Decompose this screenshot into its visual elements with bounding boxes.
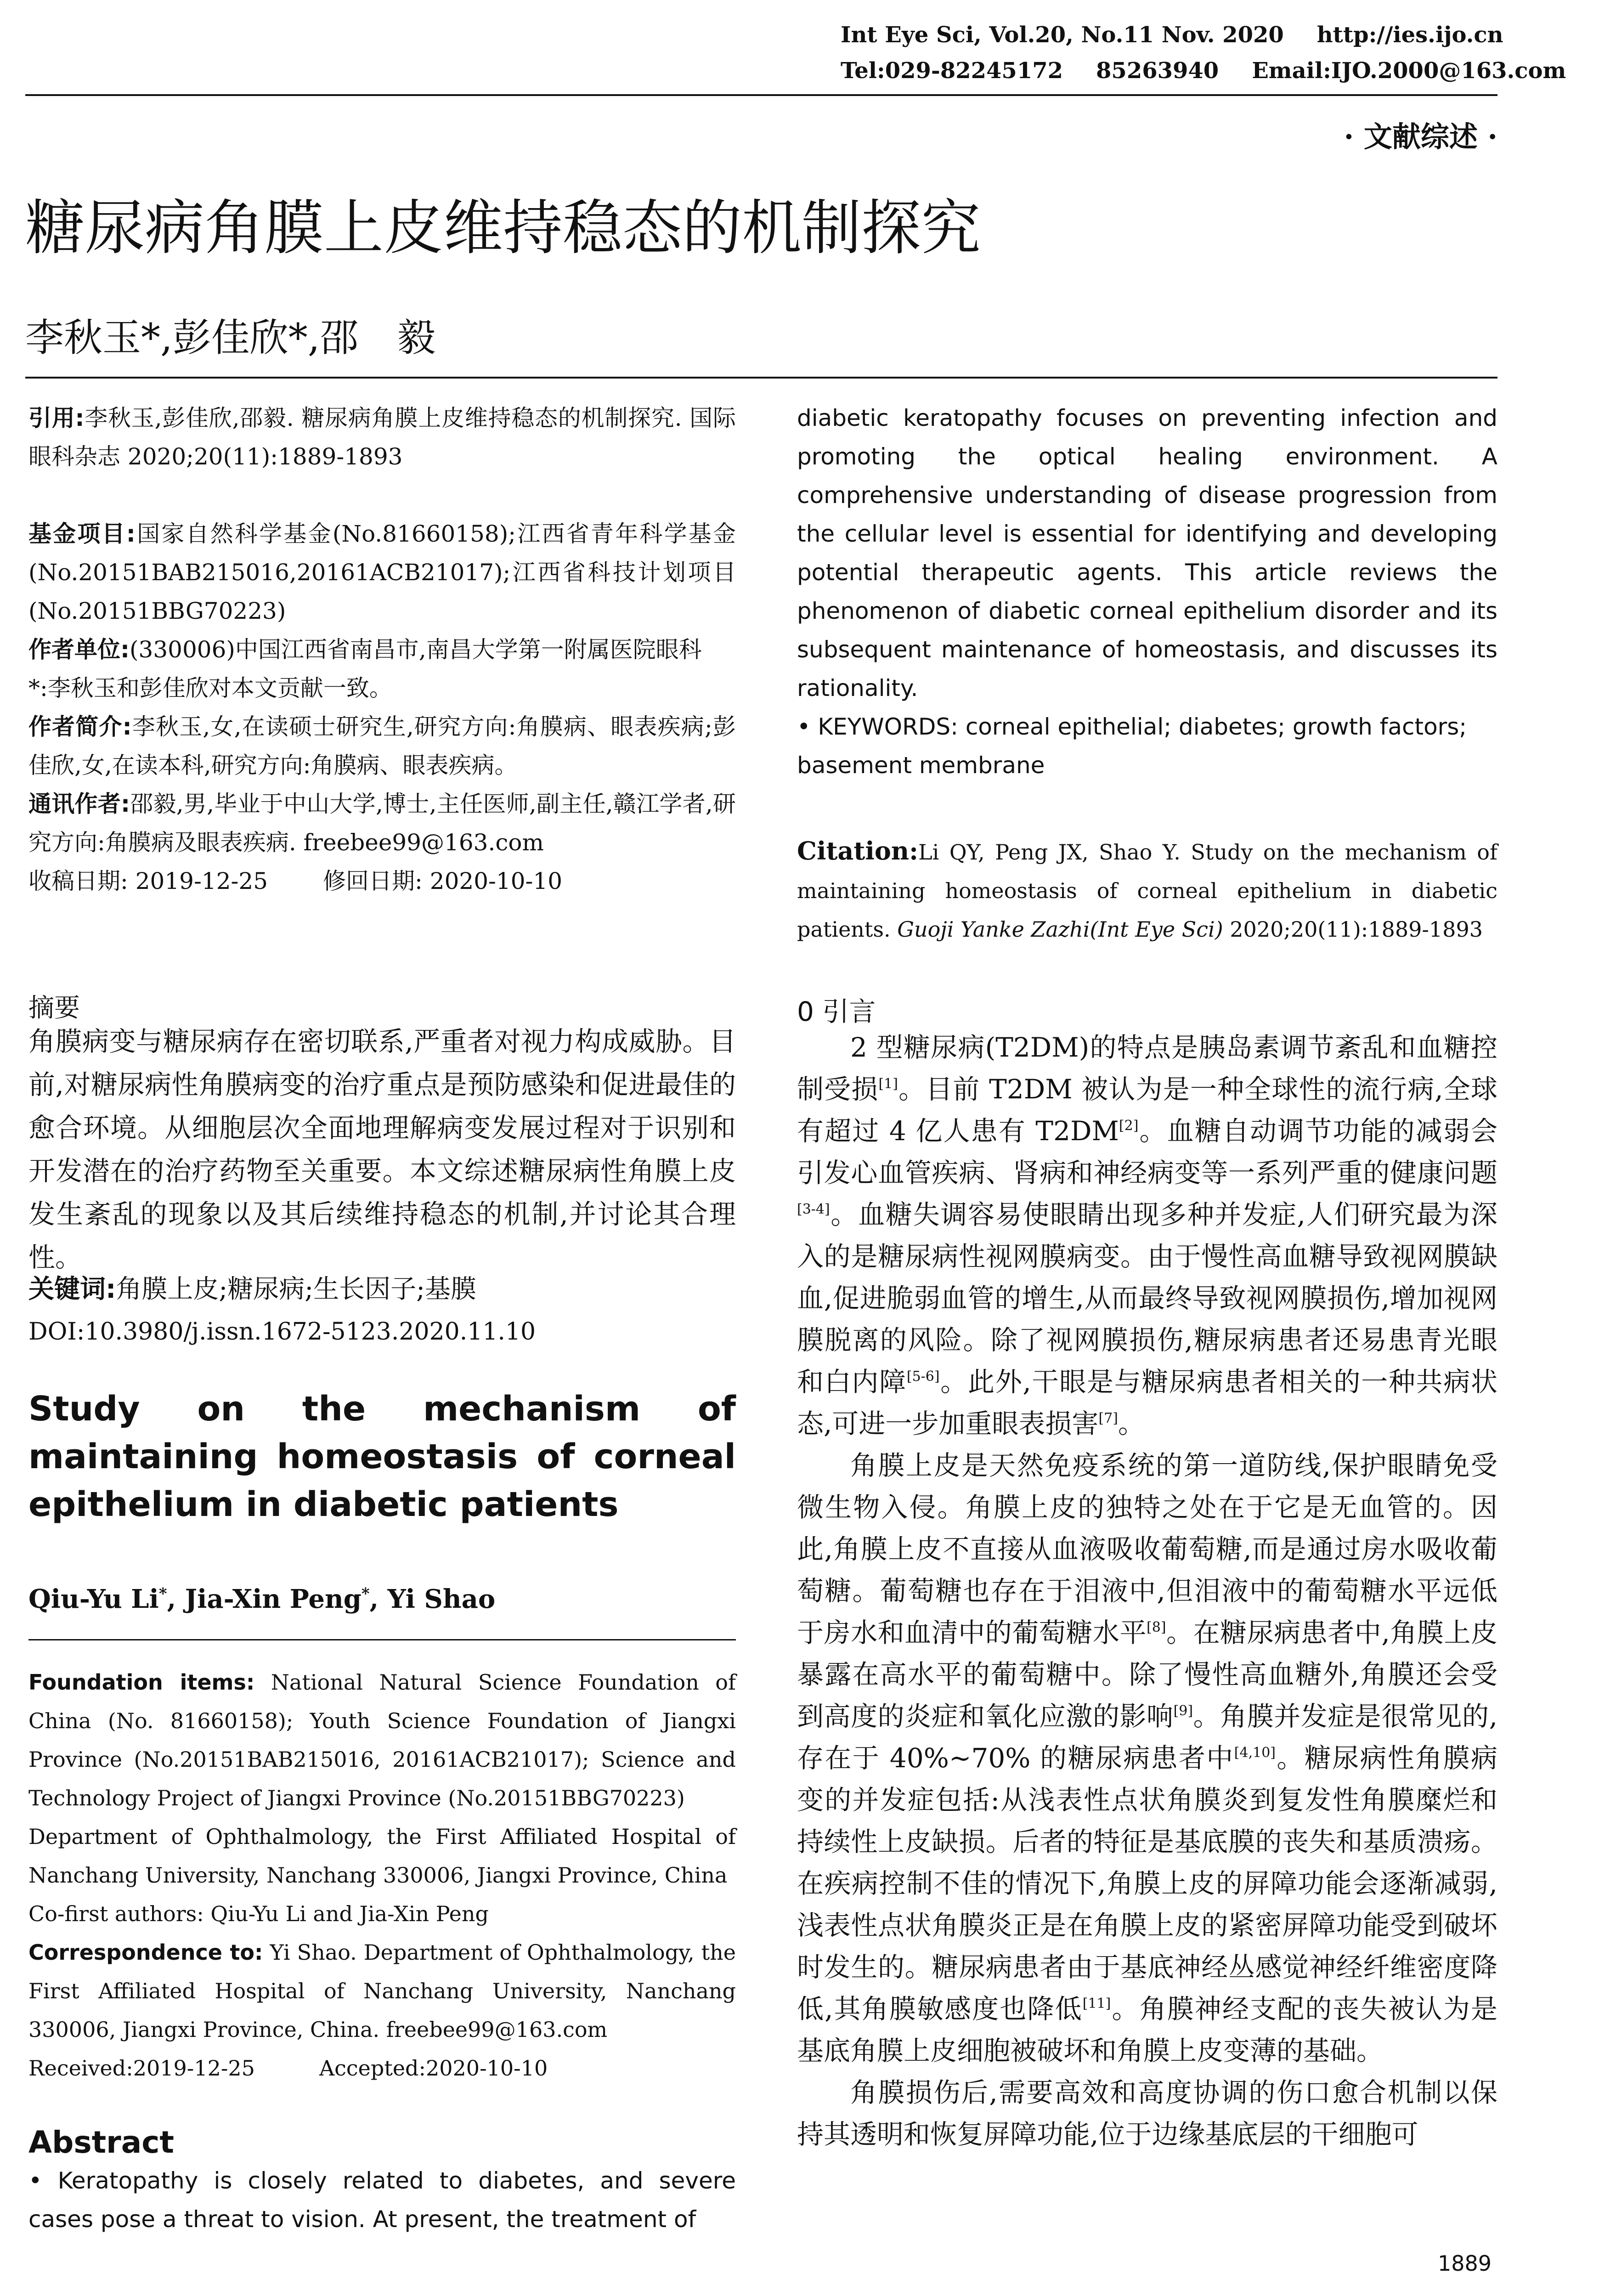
intro-p2-text-8: 。角膜神经支配的丧失被认为是基底角膜上皮细胞被破坏和角膜上皮变薄的基础。 [797, 1993, 1497, 2066]
citation-en-text: Li QY, Peng JX, Shao Y. Study on the mechanism of maintaining homeostasis of corneal epithelium in diabetic patients. [797, 840, 1497, 942]
page-title: 糖尿病角膜上皮维持稳态的机制探究 [25, 193, 981, 263]
journal-url: http://ies.ijo.cn [1316, 22, 1503, 48]
english-abstract-p2: diabetic keratopathy focuses on preventing infection and promoting the optical healing environment. A comprehensive understanding of disease progression from the cellular level is essential for identifying and developing potential therapeutic agents. This article reviews the phenomenon of diabetic corneal epithelium disorder and its subsequent maintenance of homeostasis, and discusses its rationality. [797, 405, 1497, 701]
intro-p1-text-0: 2 型糖尿病(T2DM)的特点是胰岛素调节紊乱和血糖控制受损 [797, 1032, 1497, 1105]
english-author-2: Jia-Xin Peng [185, 1584, 362, 1614]
received-cn: 收稿日期: 2019-12-25 [28, 868, 268, 894]
citation-cn-label: 引用: [28, 405, 85, 431]
ref-11: [11] [1082, 1996, 1111, 2012]
intro-p1-text-6: 。血糖失调容易使眼睛出现多种并发症,人们研究最为深入的是糖尿病性视网膜病变。由于慢性高血糖导致视网膜缺血,促进脆弱血管的增生,从而最终导致视网膜损伤,增加视网膜脱离的风险。除了视网膜损伤,糖尿病患者还易患青光眼和白内障 [797, 1199, 1497, 1397]
cofirst-cn: *:李秋玉和彭佳欣对本文贡献一致。 [28, 675, 392, 701]
corr-cn-text: 邵毅,男,毕业于中山大学,博士,主任医师,副主任,赣江学者,研究方向:角膜病及眼表疾病. freebee99@163.com [28, 791, 736, 856]
english-dept: Department of Ophthalmology, the First Affiliated Hospital of Nanchang University, Nanchang 330006, Jiangxi Province, China [28, 1824, 736, 1888]
english-corr-text: Yi Shao. Department of Ophthalmology, the First Affiliated Hospital of Nanchang University, Nanchang 330006, Jiangxi Province, China. freebee99@163.com [28, 1940, 736, 2042]
intro-p1-text-2: 。目前 T2DM 被认为是一种全球性的流行病,全球有超过 4 亿人患有 T2DM [797, 1074, 1497, 1147]
unit-cn [28, 630, 736, 669]
intro-heading: 0 引言 [797, 996, 876, 1027]
unit-cn-label: 作者单位: [28, 636, 130, 663]
citation-cn [28, 399, 736, 476]
intro-paragraph-2 [797, 1445, 1497, 2072]
section-label: · 文献综述 · [1344, 120, 1497, 153]
intro-body [797, 1027, 1497, 2155]
english-author-1: Qiu-Yu Li [28, 1584, 159, 1614]
intro-p1-text-4: 。血糖自动调节功能的减弱会引发心血管疾病、肾病和神经病变等一系列严重的健康问题 [797, 1115, 1497, 1188]
ref-9: [9] [1173, 1703, 1193, 1719]
english-fund-text: National Natural Science Foundation of China (No. 81660158); Youth Science Foundation of Jiangxi Province (No.20151BAB215016, 20161ACB21017); Science and Technology Project of Jiangxi Province (No.20151BBG70223) [28, 1670, 736, 1810]
keywords-cn-text: 角膜上皮;糖尿病;生长因子;基膜 [116, 1274, 477, 1304]
corr-cn-label: 通讯作者: [28, 791, 130, 817]
fund-cn [28, 515, 736, 630]
doi: DOI:10.3980/j.issn.1672-5123.2020.11.10 [28, 1318, 536, 1346]
ref-4-10: [4,10] [1234, 1745, 1276, 1761]
citation-en-journal: Guoji Yanke Zazhi(Int Eye Sci) [897, 917, 1223, 942]
english-dates [28, 2049, 736, 2087]
keywords-cn-label: 关键词: [28, 1274, 116, 1304]
bio-cn-label: 作者简介: [28, 713, 132, 740]
english-corr-label: Correspondence to: [28, 1940, 263, 1965]
english-fund [28, 1663, 736, 1817]
citation-en-label: Citation: [797, 836, 919, 865]
ref-2: [2] [1119, 1118, 1139, 1134]
citation-cn-text: 李秋玉,彭佳欣,邵毅. 糖尿病角膜上皮维持稳态的机制探究. 国际眼科杂志 2020;20(11):1889-1893 [28, 405, 736, 470]
journal-tel: Tel:029-82245172 [841, 58, 1063, 84]
intro-p2-text-4: 。角膜并发症是很常见的,存在于 40%~70% 的糖尿病患者中 [797, 1701, 1497, 1774]
authors-cn: 李秋玉*,彭佳欣*,邵 毅 [25, 315, 436, 360]
journal-tel2: 85263940 [1096, 58, 1219, 84]
intro-p2-text-2: 。在糖尿病患者中,角膜上皮暴露在高水平的葡萄糖中。除了慢性高血糖外,角膜还会受到高度的炎症和氧化应激的影响 [797, 1617, 1497, 1732]
ref-5-6: [5-6] [906, 1369, 940, 1385]
ref-8: [8] [1147, 1619, 1166, 1635]
unit-cn-text: (330006)中国江西省南昌市,南昌大学第一附属医院眼科 [130, 636, 702, 663]
english-keywords: • KEYWORDS: corneal epithelial; diabetes; growth factors; basement membrane [797, 713, 1467, 779]
english-title: Study on the mechanism of maintaining homeostasis of corneal epithelium in diabetic patients [28, 1389, 736, 1524]
english-authors: Qiu-Yu Li*, Jia-Xin Peng*, Yi Shao [28, 1584, 496, 1614]
english-abstract-heading: Abstract [28, 2125, 174, 2160]
fund-cn-label: 基金项目: [28, 520, 136, 547]
bio-cn-text: 李秋玉,女,在读硕士研究生,研究方向:角膜病、眼表疾病;彭佳欣,女,在读本科,研究方向:角膜病、眼表疾病。 [28, 713, 736, 779]
intro-paragraph-3: 角膜损伤后,需要高效和高度协调的伤口愈合机制以保持其透明和恢复屏障功能,位于边缘基底层的干细胞可 [797, 2077, 1497, 2150]
revised-cn: 修回日期: 2020-10-10 [323, 868, 563, 894]
english-received: Received:2019-12-25 [28, 2056, 255, 2081]
ref-3-4: [3-4] [797, 1201, 830, 1217]
english-fund-label: Foundation items: [28, 1670, 255, 1695]
english-cofirst: Co-first authors: Qiu-Yu Li and Jia-Xin Peng [28, 1901, 489, 1926]
intro-p2-text-6: 。糖尿病性角膜病变的并发症包括:从浅表性点状角膜炎到复发性角膜糜烂和持续性上皮缺损。后者的特征是基底膜的丧失和基质溃疡。在疾病控制不佳的情况下,角膜上皮的屏障功能会逐渐减弱,浅表性点状角膜炎正是在角膜上皮的紧密屏障功能受到破坏时发生的。糖尿病患者由于基底神经丛感觉神经纤维密度降低,其角膜敏感度也降低 [797, 1742, 1497, 2025]
english-authors-rule [28, 1639, 736, 1640]
citation-en [797, 831, 1497, 949]
bio-cn [28, 707, 736, 785]
english-meta-block [28, 1663, 736, 2087]
page-number: 1889 [1438, 2251, 1492, 2276]
ref-1: [1] [878, 1076, 898, 1092]
english-corr [28, 1933, 736, 2049]
journal-header-line1 [841, 22, 1503, 48]
citation-en-tail: 2020;20(11):1889-1893 [1230, 917, 1483, 942]
english-abstract-p1: • Keratopathy is closely related to diabetes, and severe cases pose a threat to vision. At present, the treatment of [28, 2167, 736, 2233]
journal-email: Email:IJO.2000@163.com [1252, 58, 1566, 84]
abstract-cn-body: 角膜病变与糖尿病存在密切联系,严重者对视力构成威胁。目前,对糖尿病性角膜病变的治疗重点是预防感染和促进最佳的愈合环境。从细胞层次全面地理解病变发展过程对于识别和开发潜在的治疗药物至关重要。本文综述糖尿病性角膜上皮发生紊乱的现象以及其后续维持稳态的机制,并讨论其合理性。 [28, 1026, 736, 1273]
english-accepted: Accepted:2020-10-10 [319, 2056, 548, 2081]
ref-7: [7] [1098, 1410, 1118, 1426]
intro-p2-text-0: 角膜上皮是天然免疫系统的第一道防线,保护眼睛免受微生物入侵。角膜上皮的独特之处在于它是无血管的。因此,角膜上皮不直接从血液吸收葡萄糖,而是通过房水吸收葡萄糖。葡萄糖也存在于泪液中,但泪液中的葡萄糖水平远低于房水和血清中的葡萄糖水平 [797, 1450, 1497, 1648]
intro-p1-text-10: 。 [1118, 1408, 1145, 1439]
english-author-3: Yi Shao [387, 1584, 496, 1614]
intro-p1-text-8: 。此外,干眼是与糖尿病患者相关的一种共病状态,可进一步加重眼表损害 [797, 1366, 1497, 1439]
dates-cn [28, 862, 736, 900]
fund-cn-text: 国家自然科学基金(No.81660158);江西省青年科学基金(No.20151BAB215016,20161ACB21017);江西省科技计划项目(No.20151BBG70223) [28, 520, 736, 624]
abstract-cn-heading: 摘要 [28, 993, 80, 1023]
corr-cn [28, 785, 736, 862]
header-rule [25, 94, 1497, 96]
keywords-cn [28, 1268, 736, 1311]
intro-paragraph-1 [797, 1027, 1497, 1445]
meta-cn-block [28, 515, 736, 900]
journal-header-line2 [841, 58, 1566, 84]
journal-volume: Int Eye Sci, Vol.20, No.11 Nov. 2020 [841, 22, 1284, 48]
title-rule [25, 377, 1497, 379]
